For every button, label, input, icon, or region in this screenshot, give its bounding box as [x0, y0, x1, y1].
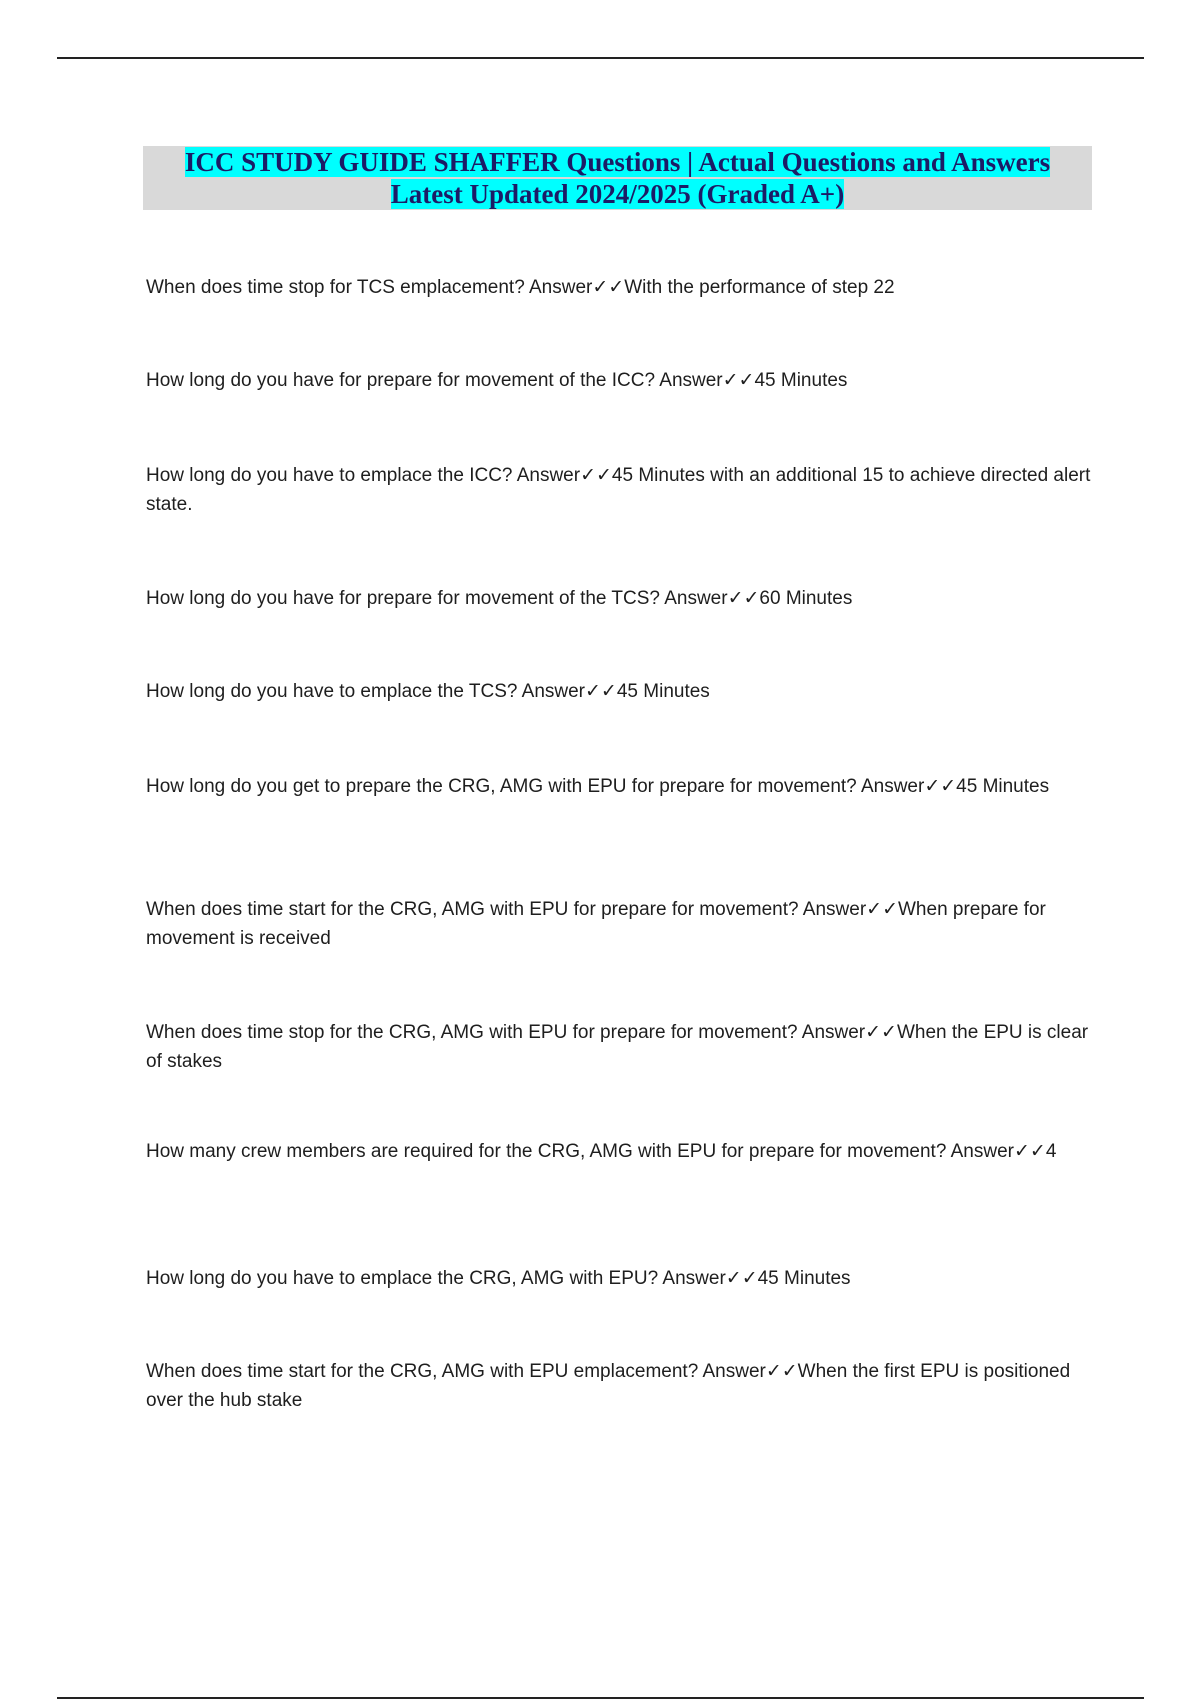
qa-item-6: How long do you get to prepare the CRG, AMG with EPU for prepare for movement? Answer✓✓45 Minutes	[146, 776, 1050, 797]
title-line-2: Latest Updated 2024/2025 (Graded A+)	[390, 179, 845, 209]
qa-item-4: How long do you have for prepare for movement of the TCS? Answer✓✓60 Minutes	[146, 588, 853, 609]
qa-item-9: How many crew members are required for the CRG, AMG with EPU for prepare for movement? Answer✓✓4	[146, 1141, 1057, 1162]
qa-item-5: How long do you have to emplace the TCS? Answer✓✓45 Minutes	[146, 681, 710, 702]
title-line-1: ICC STUDY GUIDE SHAFFER Questions | Actual Questions and Answers	[184, 147, 1051, 177]
qa-item-8: When does time stop for the CRG, AMG with EPU for prepare for movement? Answer✓✓When the EPU is clear of stakes	[146, 1022, 1089, 1072]
qa-item-10: How long do you have to emplace the CRG, AMG with EPU? Answer✓✓45 Minutes	[146, 1268, 851, 1289]
qa-item-3: How long do you have to emplace the ICC? Answer✓✓45 Minutes with an additional 15 to achieve directed alert state.	[146, 465, 1091, 515]
qa-item-11: When does time start for the CRG, AMG with EPU emplacement? Answer✓✓When the first EPU is positioned over the hub stake	[146, 1361, 1071, 1411]
qa-item-7: When does time start for the CRG, AMG with EPU for prepare for movement? Answer✓✓When prepare for movement is received	[146, 899, 1046, 949]
header-rule	[57, 57, 1144, 59]
qa-item-2: How long do you have for prepare for movement of the ICC? Answer✓✓45 Minutes	[146, 370, 848, 391]
qa-item-1: When does time stop for TCS emplacement? Answer✓✓With the performance of step 22	[146, 277, 895, 298]
footer-rule	[57, 1697, 1144, 1699]
document-title	[143, 146, 1092, 210]
